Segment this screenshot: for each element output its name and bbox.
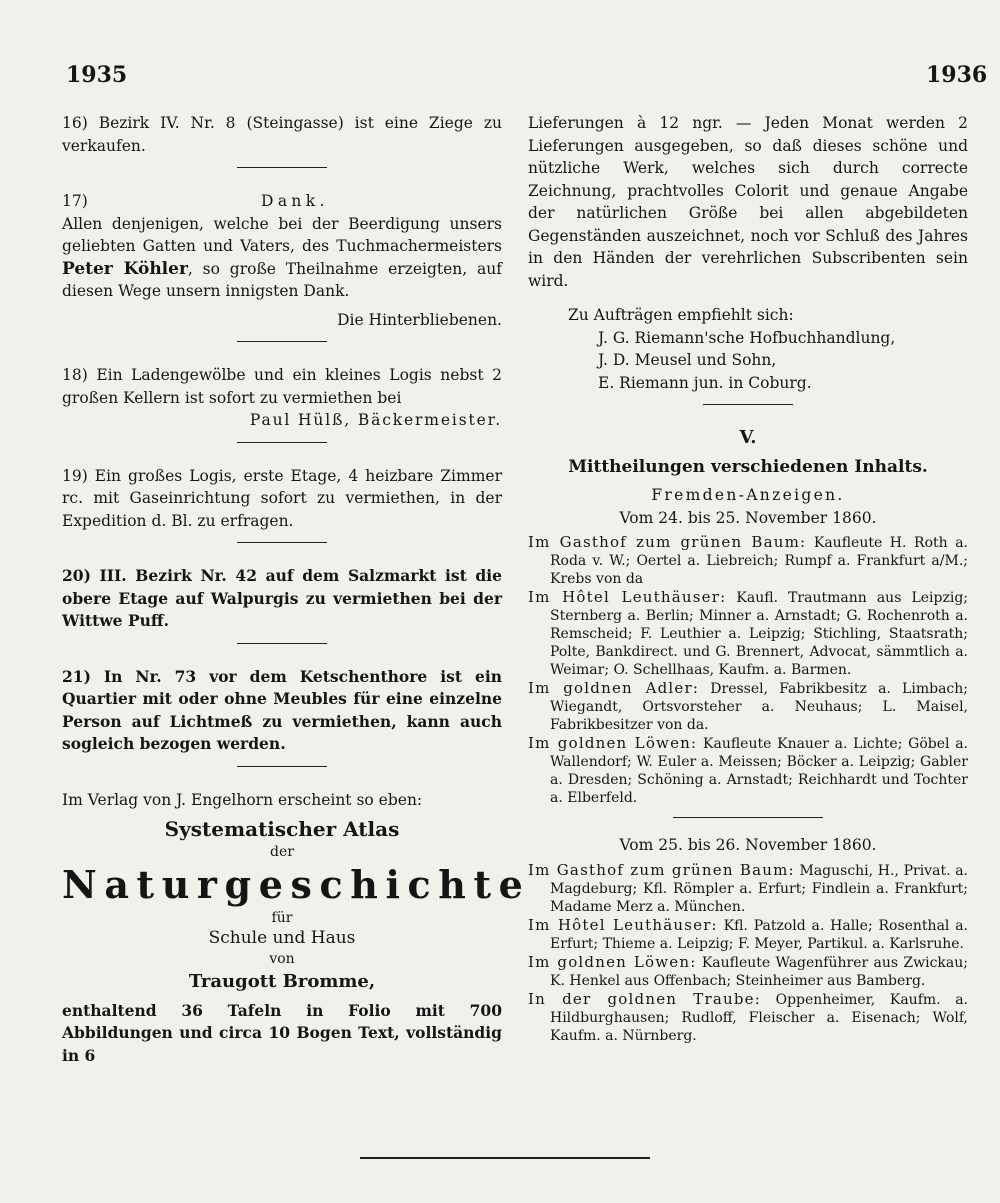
hotel-name: Im Hôtel Leuthäuser: — [528, 915, 718, 934]
hotel-name: Im goldnen Löwen: — [528, 734, 698, 752]
guest-text: Kaufleute Knauer a. Lichte; Göbel a. Wallendorf; W. Euler a. Meissen; Böcker a. Leipzig; Gabler a. Dresden; Schöning a. Arnstadt; Reichhardt und Tochter a. Elberfeld. — [550, 736, 968, 806]
hotel-name: Im Gasthof zum grünen Baum: — [528, 860, 795, 879]
guest-entry — [528, 916, 968, 953]
book-title-2: der — [270, 844, 294, 860]
book-author: Traugott Bromme, — [188, 970, 376, 992]
guest-text: Kaufl. Trautmann aus Leipzig; Sternberg a. Berlin; Minner a. Arnstadt; G. Rochenroth a. Remscheid; F. Leuthier a. Leipzig; Stichling, Staatsrath; Polte, Bankdirect. und G. Brennert, Advocat, sämmtlich a. Weimar; O. Schellhaas, Kaufm. a. Barmen. — [550, 590, 968, 678]
divider — [237, 542, 327, 543]
guest-entry — [528, 533, 968, 588]
ad-19: 19) Ein großes Logis, erste Etage, 4 heizbare Zimmer rc. mit Gaseinrichtung sofort zu vermiethen, in der Expedition d. Bl. zu erfragen. — [62, 466, 502, 530]
guest-entry — [528, 734, 968, 807]
guest-entry — [528, 861, 968, 916]
book-continuation: Lieferungen à 12 ngr. — Jeden Monat werden 2 Lieferungen ausgegeben, so daß dieses schöne und nützliche Werk, welches sich durch correcte Zeichnung, prachtvolles Colorit und genaue Angabe der natürlichen Größe bei allen abgebildeten Gegenständen auszeichnet, noch vor Schluß des Jahres in den Händen der verehrlichen Subscribenten sein wird. — [528, 114, 968, 290]
ad-21: 21) In Nr. 73 vor dem Ketschenthore ist ein Quartier mit oder ohne Meubles für eine einzelne Person auf Lichtmeß zu vermiethen, kann auch sogleich bezogen werden. — [62, 666, 502, 753]
book-title-5: Schule und Haus — [208, 928, 356, 948]
guest-entry — [528, 588, 968, 679]
guest-text: Oppenheimer, Kaufm. a. Hildburghausen; Rudloff, Fleischer a. Eisenach; Wolf, Kaufm. a. Nürnberg. — [550, 991, 969, 1044]
guest-entry — [528, 953, 968, 990]
ad-17-name: Peter Köhler — [62, 258, 188, 279]
page-number-left: 1935 — [66, 62, 128, 88]
date-range-2: Vom 25. bis 26. November 1860. — [619, 836, 877, 854]
ad-17-number: 17) — [62, 192, 88, 210]
divider — [237, 341, 327, 342]
ad-20: 20) III. Bezirk Nr. 42 auf dem Salzmarkt ist die obere Etage auf Walpurgis zu vermiethen bei der Wittwe Puff. — [62, 566, 502, 630]
hotel-name: Im Hôtel Leuthäuser: — [528, 588, 727, 606]
guest-list-1 — [528, 533, 968, 807]
book-title-6: von — [269, 950, 295, 967]
hotel-name: Im Gasthof zum grünen Baum: — [528, 533, 807, 551]
divider — [237, 643, 327, 644]
ad-18: 18) Ein Ladengewölbe und ein kleines Logis nebst 2 großen Kellern ist sofort zu vermiethen bei — [62, 366, 502, 407]
hotel-name: In der goldnen Traube: — [528, 989, 761, 1008]
dealer-1: J. G. Riemann'sche Hofbuchhandlung, — [598, 328, 896, 347]
section-title: Mittheilungen verschiedenen Inhalts. — [568, 456, 928, 477]
book-title-4: für — [271, 910, 293, 926]
right-column — [528, 112, 968, 1045]
date-range-1: Vom 24. bis 25. November 1860. — [619, 508, 877, 527]
divider — [703, 404, 793, 405]
hotel-name: Im goldnen Löwen: — [528, 952, 697, 971]
divider — [237, 442, 327, 443]
guest-entry — [528, 679, 968, 734]
book-description: enthaltend 36 Tafeln in Folio mit 700 Abbildungen und circa 10 Bogen Text, vollständig in 6 — [62, 1000, 502, 1065]
orders-line: Zu Aufträgen empfiehlt sich: — [568, 306, 794, 324]
divider — [237, 167, 327, 168]
left-column — [62, 112, 531, 1067]
book-title-1: Systematischer Atlas — [164, 817, 400, 841]
guest-list-2 — [528, 861, 968, 1045]
ad-17-text — [62, 213, 502, 303]
ad-18-signature: Paul Hülß, Bäckermeister. — [249, 411, 502, 429]
dealer-2: J. D. Meusel und Sohn, — [598, 351, 777, 369]
ad-17-text-start: Allen denjenigen, welche bei der Beerdigung unsers geliebten Gatten und Vaters, des Tuchmachermeisters — [62, 214, 502, 255]
ad-17-text-end: , so große Theilnahme erzeigten, auf diesen Wege unsern innigsten Dank. — [62, 259, 502, 300]
ad-17-heading — [62, 190, 502, 213]
divider — [237, 766, 327, 767]
book-intro: Im Verlag von J. Engelhorn erscheint so eben: — [62, 790, 423, 809]
divider — [673, 817, 823, 818]
section-number: V. — [739, 427, 757, 448]
ad-16: 16) Bezirk IV. Nr. 8 (Steingasse) ist eine Ziege zu verkaufen. — [62, 114, 502, 155]
guest-text: Maguschi, H., Privat. a. Magdeburg; Kfl. Römpler a. Erfurt; Findlein a. Frankfurt; Madame Merz a. München. — [550, 862, 969, 915]
page-number-right: 1936 — [926, 62, 988, 88]
bottom-rule — [360, 1157, 650, 1159]
hotel-name: Im goldnen Adler: — [528, 679, 700, 697]
book-title-3: Naturgeschichte — [62, 862, 531, 907]
dealer-3: E. Riemann jun. in Coburg. — [598, 373, 812, 392]
ad-17-signature: Die Hinterbliebenen. — [337, 310, 502, 329]
guest-text: Kaufleute Wagenführer aus Zwickau; K. Henkel aus Offenbach; Steinheimer aus Bamberg. — [550, 954, 968, 989]
ad-17-title: Dank. — [261, 192, 329, 210]
guest-text: Dressel, Fabrikbesitz a. Limbach; Wiegandt, Ortsvorsteher a. Neuhaus; L. Maisel, Fabrikbesitzer von da. — [550, 681, 968, 733]
guest-text: Kfl. Patzold a. Halle; Rosenthal a. Erfurt; Thieme a. Leipzig; F. Meyer, Partikul. a. Karlsruhe. — [550, 917, 969, 952]
guest-entry — [528, 990, 968, 1045]
fremden-heading: Fremden-Anzeigen. — [651, 486, 845, 504]
guest-text: Kaufleute H. Roth a. Roda v. W.; Oertel a. Liebreich; Rumpf a. Frankfurt a/M.; Krebs von da — [550, 535, 969, 587]
